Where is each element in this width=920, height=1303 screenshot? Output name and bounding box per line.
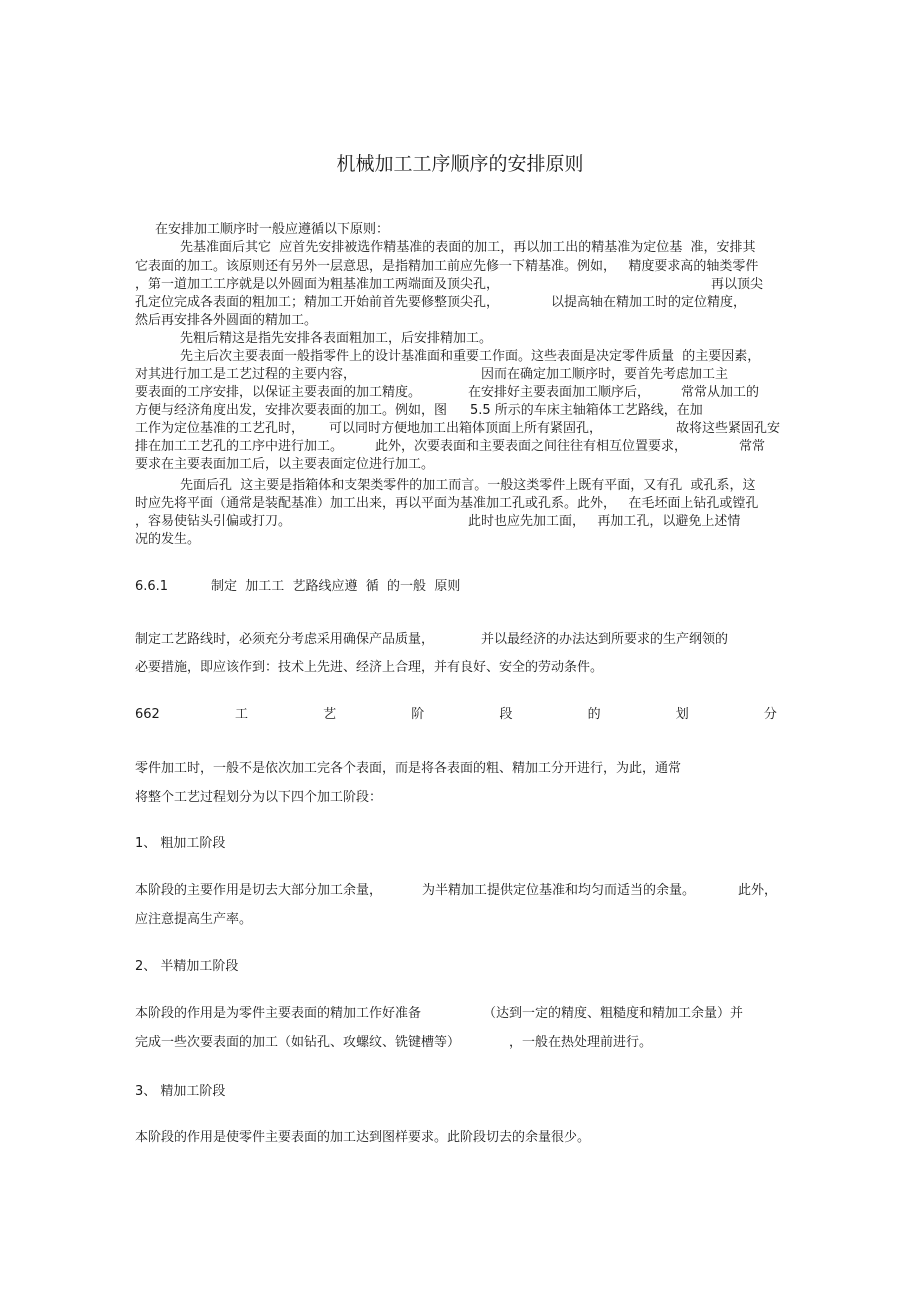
text-line: 以提高轴在精加工时的定位精度， <box>551 295 747 310</box>
text-line: ，一般在热处理前进行。 <box>509 1035 653 1050</box>
text-line: ，第一道加工工序就是以外圆面为粗基准加工两端面及顶尖孔， <box>135 277 500 292</box>
heading-char: 阶 <box>411 707 425 722</box>
paragraph-rough-first: 先粗后精这是指先安排各表面粗加工，后安排精加工。 <box>180 331 493 346</box>
section-number: 6.6.1 <box>135 579 169 594</box>
text-line: 在安排好主要表面加工顺序后， <box>468 385 651 400</box>
text-line: 对其进行加工是工艺过程的主要内容， <box>135 367 357 382</box>
heading-char: 划 <box>675 707 689 722</box>
heading-char: 艺 <box>323 707 337 722</box>
text-line: 故将这些紧固孔安 <box>676 421 781 436</box>
text-line: 再以顶尖 <box>711 277 764 292</box>
text-line: 可以同时方便地加工出箱体顶面上所有紧固孔， <box>329 421 603 436</box>
section-title: 制定 加工工 艺路线应遵 循 的一般 原则 <box>211 579 461 594</box>
text-line: 先基准面后其它 应首先安排被选作精基准的表面的加工，再以加工出的精基准为定位基 准，安排其 <box>180 240 756 255</box>
text-line: 然后再安排各外圆面的精加工。 <box>135 313 318 328</box>
text-line: 本阶段的主要作用是切去大部分加工余量， <box>135 883 383 898</box>
heading-char: 的 <box>587 707 601 722</box>
text-line: （达到一定的精度、粗糙度和精加工余量）并 <box>483 1006 744 1021</box>
intro-line: 在安排加工顺序时一般应遵循以下原则： <box>155 222 390 237</box>
text-line: 5.5 所示的车床主轴箱体工艺路线，在加 <box>470 403 703 418</box>
text-line: 本阶段的作用是为零件主要表面的精加工作好准备 <box>135 1006 422 1021</box>
text-line: 完成一些次要表面的加工（如钻孔、攻螺纹、铣键槽等） <box>135 1035 461 1050</box>
text-line: 将整个工艺过程划分为以下四个加工阶段： <box>135 790 383 805</box>
heading-rough-stage: 1、 粗加工阶段 <box>135 836 226 851</box>
text-line: 因而在确定加工顺序时，要首先考虑加工主 <box>481 367 729 382</box>
text-line: 此外， <box>738 883 778 898</box>
text-line: 排在加工工艺孔的工序中进行加工。 <box>135 439 344 454</box>
text-line: 工作为定位基准的工艺孔时， <box>135 421 305 436</box>
text-line: 先主后次主要表面一般指零件上的设计基准面和重要工作面。这些表面是决定零件质量 的主要因素， <box>180 349 761 364</box>
section-number: 662 <box>135 707 160 722</box>
page-title: 机械加工工序顺序的安排原则 <box>336 153 584 175</box>
heading-semi-finish-stage: 2、 半精加工阶段 <box>135 959 239 974</box>
text-line: 为半精加工提供定位基准和均匀而适当的余量。 <box>422 883 696 898</box>
text-line: 零件加工时，一般不是依次加工完各个表面，而是将各表面的粗、精加工分开进行，为此，通常 <box>135 761 682 776</box>
heading-char: 段 <box>499 707 513 722</box>
section-662-heading <box>135 707 777 723</box>
text-line: 应注意提高生产率。 <box>135 912 253 927</box>
text-line: 要求在主要表面加工后，以主要表面定位进行加工。 <box>135 457 435 472</box>
text-line: 并以最经济的办法达到所要求的生产纲领的 <box>481 632 729 647</box>
text-line: 此时也应先加工面， 再加工孔，以避免上述情 <box>468 514 741 529</box>
text-line: 要表面的工序安排，以保证主要表面的加工精度。 <box>135 385 422 400</box>
text-line: 先面后孔 这主要是指箱体和支架类零件的加工而言。一般这类零件上既有平面，又有孔 或孔系，这 <box>180 478 756 493</box>
text-line: 必要措施，即应该作到：技术上先进、经济上合理，并有良好、安全的劳动条件。 <box>135 660 604 675</box>
heading-char: 分 <box>763 707 777 722</box>
text-line: 它表面的加工。该原则还有另外一层意思，是指精加工前应先修一下精基准。例如， 精度要求高的轴类零件 <box>135 259 759 274</box>
paragraph-finish-stage: 本阶段的作用是使零件主要表面的加工达到图样要求。此阶段切去的余量很少。 <box>135 1130 591 1145</box>
heading-finish-stage: 3、 精加工阶段 <box>135 1084 226 1099</box>
text-line: 孔定位完成各表面的粗加工；精加工开始前首先要修整顶尖孔， <box>135 295 500 310</box>
text-line: 常常从加工的 <box>681 385 760 400</box>
text-line: 常常 <box>739 439 766 454</box>
text-line: 此外，次要表面和主要表面之间往往有相互位置要求， <box>375 439 688 454</box>
text-line: ，容易使钻头引偏或打刀。 <box>135 514 292 529</box>
heading-char: 工 <box>234 707 248 722</box>
text-line: 方便与经济角度出发，安排次要表面的加工。例如，图 <box>135 403 448 418</box>
text-line: 况的发生。 <box>135 532 201 547</box>
text-line: 时应先将平面（通常是装配基准）加工出来，再以平面为基准加工孔或孔系。此外， 在毛坯面上钻孔或镗孔 <box>135 496 759 511</box>
text-line: 制定工艺路线时，必须充分考虑采用确保产品质量， <box>135 632 435 647</box>
